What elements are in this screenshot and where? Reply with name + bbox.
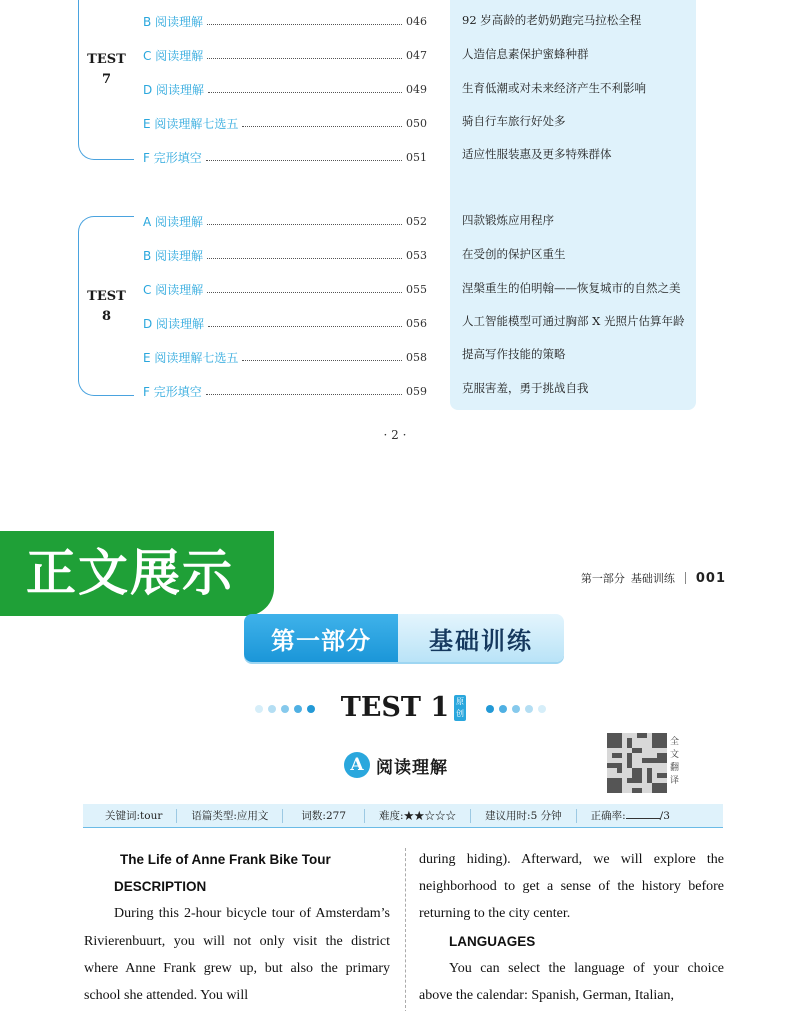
running-head bbox=[581, 570, 726, 586]
part-title-left: 第一部分 bbox=[244, 614, 398, 662]
running-head-part: 第一部分 bbox=[580, 572, 625, 585]
test-label bbox=[79, 50, 134, 90]
qr-caption: 全文翻译 bbox=[670, 737, 680, 786]
part-title bbox=[244, 614, 564, 662]
languages-text: You can select the language of your choice above the calendar: Spanish, German, Italian, bbox=[419, 960, 724, 1004]
toc-topic: 克服害羞，勇于挑战自我 bbox=[462, 381, 589, 395]
test-title: TEST 1 bbox=[340, 692, 450, 723]
banner-title: 正文展示 bbox=[26, 544, 234, 602]
article-title: The Life of Anne Frank Bike Tour bbox=[120, 852, 331, 867]
toc-row[interactable]: C 阅读理解 055 bbox=[143, 282, 427, 297]
section-heading bbox=[344, 752, 448, 778]
column-divider bbox=[405, 848, 406, 1011]
original-badge: 原创 bbox=[454, 695, 466, 721]
toc-row[interactable]: D 阅读理解 056 bbox=[143, 316, 427, 331]
test-label-text: TEST bbox=[87, 52, 126, 67]
toc-row[interactable]: F 完形填空 059 bbox=[143, 384, 427, 399]
accuracy-blank[interactable] bbox=[626, 809, 660, 819]
qr-code-icon[interactable] bbox=[607, 733, 667, 793]
toc-row[interactable]: A 阅读理解 052 bbox=[143, 214, 427, 229]
toc-topic: 生育低潮或对未来经济产生不利影响 bbox=[462, 81, 646, 95]
test-group-8 bbox=[78, 216, 134, 396]
toc-topic: 骑自行车旅行好处多 bbox=[462, 114, 566, 128]
toc-row[interactable]: E 阅读理解七选五 050 bbox=[143, 116, 427, 131]
languages-heading: LANGUAGES bbox=[449, 933, 536, 949]
meta-difficulty: 难度:★★☆☆☆ bbox=[365, 809, 471, 823]
description-text: During this 2-hour bicycle tour of Amsterdam’s Rivierenbuurt, you will not only visit the district where Anne Frank grew up, but also the primary school she attended. You will bbox=[84, 906, 390, 1004]
toc-topic: 人工智能模型可通过胸部 X 光照片估算年龄 bbox=[462, 314, 685, 328]
page-number: · 2 · bbox=[383, 428, 407, 442]
toc-row[interactable]: B 阅读理解 046 bbox=[143, 14, 427, 29]
section-letter: A bbox=[344, 752, 370, 778]
title-dots-right bbox=[486, 705, 546, 713]
toc-topic: 适应性服装惠及更多特殊群体 bbox=[462, 147, 612, 161]
meta-time: 建议用时:5 分钟 bbox=[471, 809, 577, 823]
toc-topic: 人造信息素保护蜜蜂种群 bbox=[462, 47, 589, 61]
toc-row[interactable]: F 完形填空 051 bbox=[143, 150, 427, 165]
section-name: 阅读理解 bbox=[376, 757, 448, 778]
meta-genre: 语篇类型:应用文 bbox=[177, 809, 283, 823]
test-number: 7 bbox=[101, 72, 112, 87]
test-label bbox=[79, 287, 134, 327]
continued-text: during hiding). Afterward, we will explore the neighborhood to get a sense of the history before returning to the city center. bbox=[419, 852, 724, 922]
test-label-text: TEST bbox=[87, 289, 126, 304]
meta-bar bbox=[83, 804, 723, 828]
meta-keyword: 关键词:tour bbox=[83, 809, 177, 823]
toc-row[interactable]: E 阅读理解七选五 058 bbox=[143, 350, 427, 365]
toc-row[interactable]: C 阅读理解 047 bbox=[143, 48, 427, 63]
toc-topic: 在受创的保护区重生 bbox=[462, 247, 566, 261]
article-left-column bbox=[84, 846, 390, 1009]
article-right-column bbox=[419, 846, 724, 1009]
running-head-title: 基础训练 bbox=[630, 572, 675, 585]
difficulty-stars: ★★☆☆☆ bbox=[403, 809, 457, 822]
toc-topic: 涅槃重生的伯明翰——恢复城市的自然之美 bbox=[462, 281, 681, 295]
running-head-page: 001 bbox=[695, 570, 726, 586]
test-number: 8 bbox=[101, 309, 112, 324]
running-head-divider bbox=[685, 572, 686, 584]
part-title-right: 基础训练 bbox=[398, 614, 564, 662]
description-heading: DESCRIPTION bbox=[114, 879, 207, 895]
toc-topic: 提高写作技能的策略 bbox=[462, 347, 566, 361]
toc-row[interactable]: D 阅读理解 049 bbox=[143, 82, 427, 97]
toc-topic: 92 岁高龄的老奶奶跑完马拉松全程 bbox=[462, 13, 642, 27]
toc-topic: 四款锻炼应用程序 bbox=[462, 213, 554, 227]
test-group-7 bbox=[78, 0, 134, 160]
meta-words: 词数:277 bbox=[283, 809, 365, 823]
meta-accuracy: 正确率: /3 bbox=[590, 809, 670, 822]
toc-row[interactable]: B 阅读理解 053 bbox=[143, 248, 427, 263]
